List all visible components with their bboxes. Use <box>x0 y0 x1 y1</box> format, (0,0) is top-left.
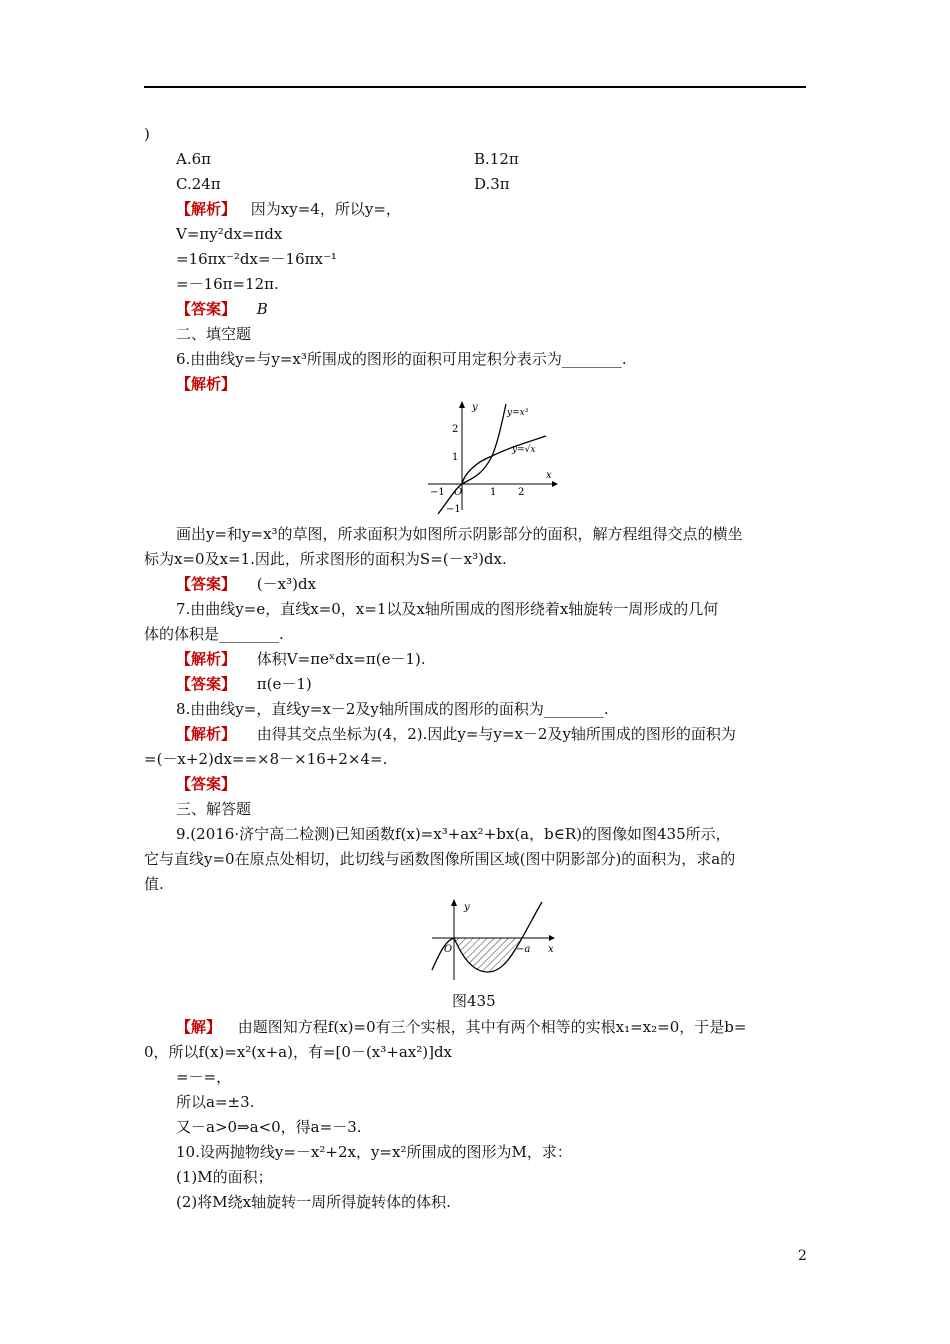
y-arrow-icon <box>451 899 457 906</box>
option-d: D.3π <box>474 175 510 193</box>
q8-text: 8.由曲线y=，直线y=x－2及y轴所围成的图形的面积为________. <box>176 700 609 718</box>
solution-tag: 【解析】 <box>176 200 237 218</box>
q8-solution-line <box>176 724 736 744</box>
fig1-tick-y: 1 <box>452 452 459 463</box>
answer-tag: 【答案】 <box>176 675 237 693</box>
q10-part-1: (1)M的面积； <box>176 1168 273 1186</box>
x-arrow-icon <box>552 481 558 487</box>
y-arrow-icon <box>459 401 465 408</box>
q6-text: 6.由曲线y=与y=x³所围成的图形的面积可用定积分表示为________. <box>176 350 627 368</box>
figure-caption: 图435 <box>452 992 496 1010</box>
fig2-root-label: −a <box>516 944 531 955</box>
q9-solution-5: 又－a>0⇒a<0，得a=－3. <box>176 1118 362 1136</box>
q6-para-1: 画出y=和y=x³的草图，所求面积为如图所示阴影部分的面积，解方程组得交点的横坐 <box>176 525 743 543</box>
q7-answer-line <box>176 674 312 694</box>
fig1-y-label: y <box>472 402 478 413</box>
solution-tag: 【解析】 <box>176 725 237 743</box>
q9-text-2: 它与直线y=0在原点处相切，此切线与函数图像所围区域(图中阴影部分)的面积为，求a的 <box>144 850 736 868</box>
fig1-tick-x: −1 <box>430 487 445 498</box>
q7-text-1: 7.由曲线y=e，直线x=0，x=1以及x轴所围成的图形绕着x轴旋转一周形成的几何 <box>176 600 719 618</box>
q9-solution-1: 由题图知方程f(x)=0有三个实根，其中有两个相等的实根x₁=x₂=0，于是b= <box>237 1018 747 1036</box>
figure-curves <box>420 398 560 516</box>
fig2-origin: O <box>444 944 453 955</box>
fig1-curve1-label: y=x³ <box>507 408 529 418</box>
q5-sol-3: =16πx⁻²dx=－16πx⁻¹ <box>176 250 337 268</box>
fig1-origin: O <box>454 487 463 498</box>
solution-tag: 【解析】 <box>176 650 237 668</box>
fig1-x-label: x <box>546 470 552 481</box>
q6-para-2: 标为x=0及x=1.因此，所求图形的面积为S=(－x³)dx. <box>144 550 507 568</box>
q7-text-2: 体的体积是________. <box>144 625 284 643</box>
q6-answer: (－x³)dx <box>256 575 317 593</box>
q5-answer-line <box>176 299 268 319</box>
q5-answer: B <box>256 300 268 318</box>
fig1-tick-x: 2 <box>518 487 525 498</box>
q8-solution-2: =(－x+2)dx==×8－×16+2×4=. <box>144 750 388 768</box>
option-a: A.6π <box>176 150 212 168</box>
q8-answer-line <box>176 774 236 794</box>
q9-solution-line <box>176 1017 746 1037</box>
q10-text: 10.设两抛物线y=－x²+2x，y=x²所围成的图形为M，求： <box>176 1143 572 1161</box>
option-b: B.12π <box>474 150 519 168</box>
figure-435 <box>428 898 558 982</box>
solution-tag: 【解析】 <box>176 375 237 393</box>
fig1-tick-y: 2 <box>452 424 459 435</box>
header-rule <box>144 86 806 88</box>
fig1-curve2-label: y=√x <box>512 445 536 455</box>
q5-sol-2: V=πy²dx=πdx <box>176 225 283 243</box>
section-fill-blank: 二、填空题 <box>176 325 252 343</box>
fig1-tick-x: 1 <box>490 487 497 498</box>
fig2-x-label: x <box>548 944 554 955</box>
solution-tag: 【解】 <box>176 1018 222 1036</box>
answer-tag: 【答案】 <box>176 775 237 793</box>
page-number: 2 <box>798 1248 807 1264</box>
q7-solution: 体积V=πeˣdx=π(e－1). <box>256 650 426 668</box>
q7-answer: π(e－1) <box>256 675 312 693</box>
x-arrow-icon <box>549 935 555 941</box>
answer-tag: 【答案】 <box>176 300 237 318</box>
option-c: C.24π <box>176 175 221 193</box>
q10-part-2: (2)将M绕x轴旋转一周所得旋转体的体积. <box>176 1193 451 1211</box>
q6-answer-line <box>176 574 316 594</box>
fig1-tick-y: −1 <box>446 504 461 515</box>
q5-sol-4: =－16π=12π. <box>176 275 279 293</box>
q9-solution-3: =－=， <box>176 1068 232 1086</box>
q9-text-1: 9.(2016·济宁高二检测)已知函数f(x)=x³+ax²+bx(a，b∈R)的图像如图435所示， <box>176 825 731 843</box>
q7-solution-line <box>176 649 426 669</box>
q5-sol-1: 因为xy=4，所以y=， <box>250 200 401 218</box>
q9-solution-2: 0，所以f(x)=x²(x+a)，有=[0－(x³+ax²)]dx <box>144 1043 453 1061</box>
shaded-region <box>462 456 492 484</box>
answer-tag: 【答案】 <box>176 575 237 593</box>
q9-text-3: 值. <box>144 875 164 893</box>
q5-solution-line <box>176 199 401 219</box>
q8-solution-1: 由得其交点坐标为(4，2).因此y=与y=x－2及y轴所围成的图形的面积为 <box>256 725 736 743</box>
fig2-y-label: y <box>464 902 470 913</box>
q9-solution-4: 所以a=±3. <box>176 1093 255 1111</box>
section-answer: 三、解答题 <box>176 800 252 818</box>
q6-solution-tag <box>176 374 236 394</box>
cont-paren: ) <box>144 125 150 143</box>
